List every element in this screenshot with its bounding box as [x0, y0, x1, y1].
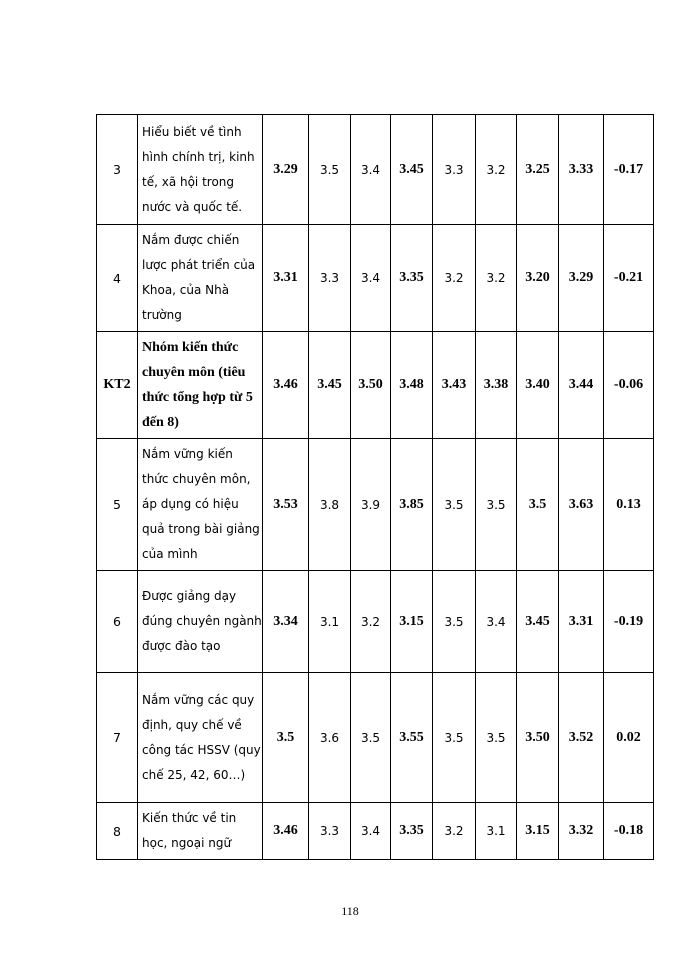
- value-cell: 3.1: [476, 803, 517, 860]
- value-cell: 3.45: [517, 571, 559, 673]
- value-cell: 3.8: [309, 439, 351, 571]
- value-cell: 3.29: [559, 225, 604, 332]
- value-cell: -0.06: [604, 332, 654, 439]
- value-cell: 3.4: [476, 571, 517, 673]
- value-cell: 3.40: [517, 332, 559, 439]
- value-cell: 3.45: [309, 332, 351, 439]
- criterion-description-cell: Nhóm kiến thức chuyên môn (tiêu thức tổng hợp từ 5 đến 8): [138, 332, 263, 439]
- criterion-description-cell: Hiểu biết về tình hình chính trị, kinh tế, xã hội trong nước và quốc tế.: [138, 115, 263, 225]
- value-cell: 3.2: [433, 225, 476, 332]
- value-cell: 3.9: [351, 439, 391, 571]
- value-cell: 3.46: [263, 332, 309, 439]
- value-cell: 3.15: [517, 803, 559, 860]
- value-cell: 3.50: [351, 332, 391, 439]
- criterion-description-cell: Kiến thức về tin học, ngoại ngữ: [138, 803, 263, 860]
- value-cell: 3.5: [517, 439, 559, 571]
- value-cell: 3.5: [263, 673, 309, 803]
- value-cell: 0.02: [604, 673, 654, 803]
- criterion-description-cell: Nắm được chiến lược phát triển của Khoa, của Nhà trường: [138, 225, 263, 332]
- value-cell: 3.2: [433, 803, 476, 860]
- table-row: [97, 332, 654, 439]
- criterion-description-cell: Nắm vững kiến thức chuyên môn, áp dụng có hiệu quả trong bài giảng của mình: [138, 439, 263, 571]
- value-cell: 3.5: [433, 673, 476, 803]
- value-cell: 3.2: [351, 571, 391, 673]
- table-row: [97, 571, 654, 673]
- value-cell: 3.3: [309, 803, 351, 860]
- value-cell: 3.5: [476, 673, 517, 803]
- criterion-description-cell: Nắm vững các quy định, quy chế về công tác HSSV (quy chế 25, 42, 60…): [138, 673, 263, 803]
- value-cell: 3.29: [263, 115, 309, 225]
- value-cell: 3.5: [433, 571, 476, 673]
- row-index-cell: 5: [97, 439, 138, 571]
- value-cell: 3.34: [263, 571, 309, 673]
- value-cell: 3.33: [559, 115, 604, 225]
- criterion-description-cell: Được giảng dạy đúng chuyên ngành được đào tạo: [138, 571, 263, 673]
- value-cell: 3.31: [559, 571, 604, 673]
- value-cell: 3.25: [517, 115, 559, 225]
- value-cell: 3.43: [433, 332, 476, 439]
- table-row: [97, 439, 654, 571]
- table-row: [97, 803, 654, 860]
- row-index-cell: 6: [97, 571, 138, 673]
- value-cell: 3.45: [391, 115, 433, 225]
- row-index-cell: 4: [97, 225, 138, 332]
- row-index-cell: 3: [97, 115, 138, 225]
- value-cell: 3.50: [517, 673, 559, 803]
- value-cell: 3.35: [391, 225, 433, 332]
- value-cell: 3.35: [391, 803, 433, 860]
- page-number: 118: [341, 904, 359, 918]
- value-cell: -0.18: [604, 803, 654, 860]
- value-cell: 3.4: [351, 115, 391, 225]
- table-row: [97, 673, 654, 803]
- value-cell: 3.85: [391, 439, 433, 571]
- value-cell: -0.21: [604, 225, 654, 332]
- value-cell: 3.63: [559, 439, 604, 571]
- value-cell: 3.20: [517, 225, 559, 332]
- row-index-cell: 8: [97, 803, 138, 860]
- value-cell: -0.19: [604, 571, 654, 673]
- value-cell: 3.52: [559, 673, 604, 803]
- value-cell: 3.44: [559, 332, 604, 439]
- value-cell: 3.53: [263, 439, 309, 571]
- row-index-cell: KT2: [97, 332, 138, 439]
- value-cell: 3.6: [309, 673, 351, 803]
- value-cell: 3.55: [391, 673, 433, 803]
- evaluation-table: [96, 114, 654, 860]
- value-cell: 3.32: [559, 803, 604, 860]
- value-cell: 0.13: [604, 439, 654, 571]
- value-cell: 3.46: [263, 803, 309, 860]
- value-cell: 3.1: [309, 571, 351, 673]
- value-cell: 3.5: [433, 439, 476, 571]
- table-row: [97, 115, 654, 225]
- value-cell: 3.4: [351, 225, 391, 332]
- value-cell: 3.15: [391, 571, 433, 673]
- value-cell: 3.5: [351, 673, 391, 803]
- value-cell: 3.31: [263, 225, 309, 332]
- value-cell: 3.4: [351, 803, 391, 860]
- value-cell: 3.2: [476, 115, 517, 225]
- row-index-cell: 7: [97, 673, 138, 803]
- value-cell: -0.17: [604, 115, 654, 225]
- value-cell: 3.48: [391, 332, 433, 439]
- value-cell: 3.38: [476, 332, 517, 439]
- table-row: [97, 225, 654, 332]
- value-cell: 3.5: [309, 115, 351, 225]
- value-cell: 3.5: [476, 439, 517, 571]
- value-cell: 3.3: [433, 115, 476, 225]
- value-cell: 3.2: [476, 225, 517, 332]
- value-cell: 3.3: [309, 225, 351, 332]
